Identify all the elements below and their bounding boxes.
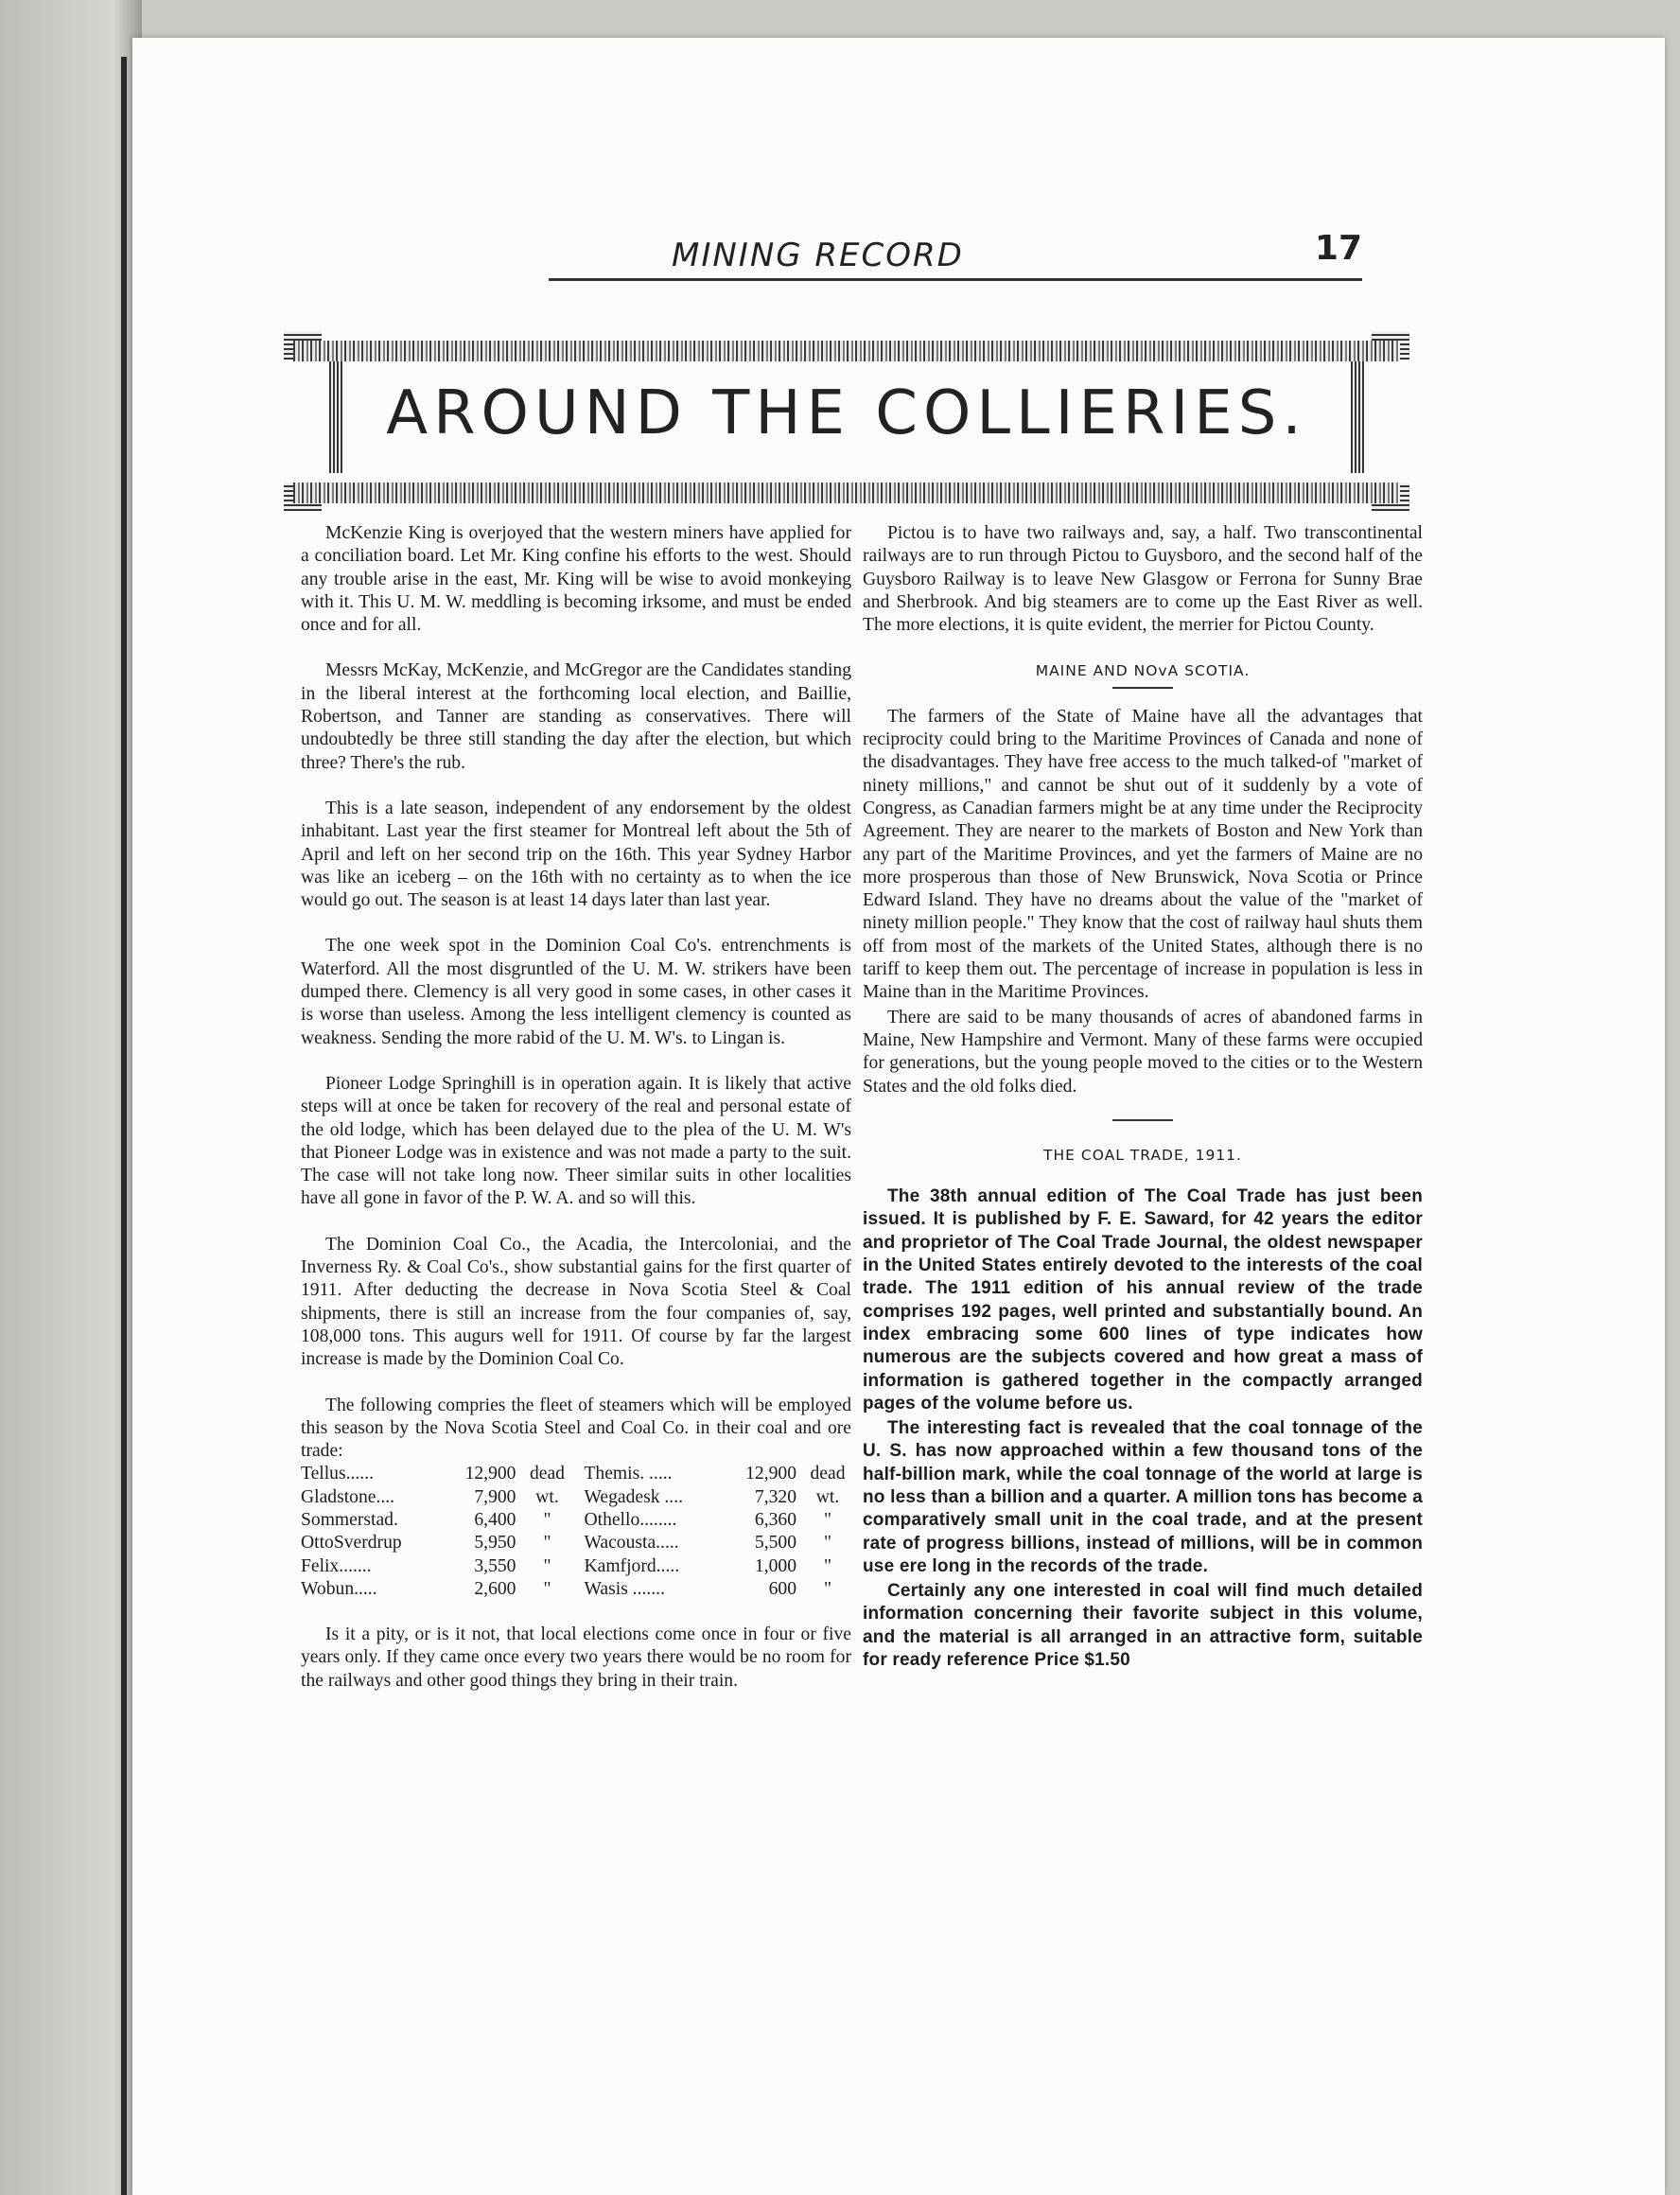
ornament-bar-bottom [293, 483, 1400, 503]
ship-unit: " [824, 1578, 831, 1599]
ship-tonnage: 3,550 [474, 1555, 516, 1576]
paragraph: The following compries the fleet of steamers which will be employed this season by the Nova Scotia Steel and Coal Co. in their coal and ore trade: [301, 1395, 851, 1462]
section-rule [1112, 1119, 1173, 1121]
binding-edge [121, 57, 127, 2195]
ship-name: Wegadesk .... [584, 1486, 683, 1507]
paragraph: Certainly any one interested in coal will find much detailed information concerning their favorite subject in this volume, and the material is all arranged in an attractive form, suitable for ready reference Price $1.50 [863, 1581, 1423, 1671]
paragraph: Pioneer Lodge Springhill is in operation again. It is likely that active steps will at once be taken for recovery of the real and personal estate of the old lodge, which has been delayed due to the plea of the U. M. W's that Pioneer Lodge was in existence and was not made a party to the suit. The case will not take long now. Theer similar suits in other localities have all gone in favor of the P. W. A. and so will this. [301, 1073, 851, 1209]
table-row [301, 1486, 851, 1509]
ship-unit: wt. [535, 1486, 559, 1507]
table-row [301, 1578, 851, 1601]
ship-tonnage: 5,500 [754, 1533, 796, 1554]
ship-unit: " [824, 1533, 831, 1554]
ship-tonnage: 6,360 [754, 1509, 796, 1530]
page-number: 17 [1314, 229, 1362, 268]
ship-name: Wasis ....... [584, 1578, 665, 1599]
paragraph: Pictou is to have two railways and, say, a half. Two transcontinental railways are to run through Pictou to Guysboro, and the second half of the Guysboro Railway is to leave New Glasgow or Ferrona for Sunny Brae and Sherbrook. And big steamers are to come up the East River as well. The more elections, it is quite evident, the merrier for Pictou County. [863, 523, 1423, 636]
ship-name: Wacousta..... [584, 1533, 679, 1554]
paragraph: Is it a pity, or is it not, that local elections come once in four or five years only. If they came once every two years there would be no room for the railways and other good things they bring in their train. [301, 1624, 851, 1691]
ship-unit: " [543, 1555, 551, 1576]
ship-unit: wt. [815, 1486, 840, 1507]
ship-name: Gladstone.... [301, 1486, 395, 1507]
paragraph: The Dominion Coal Co., the Acadia, the Intercoloniai, and the Inverness Ry. & Coal Co's., show substantial gains for the first quarter of 1911. After deducting the decrease in Nova Scotia Steel & Coal shipments, there is still an increase from the four companies of, say, 108,000 tons. This augurs well for 1911. Of course by far the largest increase is made by the Dominion Coal Co. [301, 1234, 851, 1370]
banner-title: AROUND THE COLLIERIES. [386, 378, 1307, 448]
fleet-table [301, 1463, 851, 1601]
running-head [549, 229, 1362, 303]
ship-unit: dead [529, 1464, 565, 1484]
ship-name: Themis. ..... [584, 1464, 673, 1484]
ship-tonnage: 600 [768, 1578, 796, 1599]
ornament-bar-top [293, 341, 1400, 361]
table-row [301, 1555, 851, 1578]
paragraph: Messrs McKay, McKenzie, and McGregor are the Candidates standing in the liberal interest at the forthcoming local election, and Baillie, Robertson, and Tanner are standing as conservatives. There will undoubtedly be three still standing the day after the election, but which three? There's the rub. [301, 660, 851, 773]
section-heading: THE COAL TRADE, 1911. [1043, 1146, 1242, 1164]
ship-tonnage: 2,600 [474, 1578, 516, 1599]
left-column [301, 522, 851, 1693]
header-rule [549, 278, 1362, 281]
ship-tonnage: 5,950 [474, 1533, 516, 1554]
ship-unit: " [824, 1509, 831, 1530]
ship-name: Kamfjord..... [584, 1555, 680, 1576]
paragraph: The one week spot in the Dominion Coal Co's. entrenchments is Waterford. All the most disgruntled of the U. M. W. strikers have been dumped there. Clemency is all very good in some cases, in other cases it is worse than useless. Among the less intelligent clemency is counted as weakness. Sending the more rabid of the U. M. W's. to Lingan is. [301, 936, 851, 1048]
paragraph: The 38th annual edition of The Coal Trade has just been issued. It is published by F. E. Saward, for 42 years the editor and proprietor of The Coal Trade Journal, the oldest newspaper in the United States entirely devoted to the interests of the coal trade. The 1911 edition of his annual review of the trade comprises 192 pages, well printed and substantially bound. An index embracing some 600 lines of type indicates how numerous are the subjects covered and how great a mass of information is gathered together in the compactly arranged pages of the volume before us. [863, 1186, 1423, 1414]
paragraph: The interesting fact is revealed that the coal tonnage of the U. S. has now approached within a few thousand tons of the half-billion mark, while the coal tonnage of the world at large is no less than a billion and a quarter. A million tons has become a comparatively small unit in the coal trade, and at the present rate of progress billions, instead of millions, will be in common use ere long in the records of the trade. [863, 1418, 1423, 1576]
table-row [301, 1532, 851, 1554]
table-row [301, 1509, 851, 1532]
section-heading: MAINE AND NOvA SCOTIA. [1035, 662, 1251, 680]
ship-tonnage: 6,400 [474, 1509, 516, 1530]
ship-tonnage: 7,320 [754, 1486, 796, 1507]
table-row [301, 1463, 851, 1485]
paragraph: There are said to be many thousands of acres of abandoned farms in Maine, New Hampshire and Vermont. Many of these farms were occupied for generations, but the young people moved to the cities or to the Western States and the old folks died. [863, 1007, 1423, 1097]
ship-tonnage: 12,900 [464, 1464, 516, 1484]
ship-name: OttoSverdrup [301, 1533, 402, 1554]
paragraph: McKenzie King is overjoyed that the western miners have applied for a conciliation board. Let Mr. King confine his efforts to the west. Should any trouble arise in the east, Mr. King will be wise to avoid monkeying with it. This U. M. W. meddling is becoming irksome, and must be ended once and for all. [301, 523, 851, 636]
ship-name: Othello........ [584, 1509, 677, 1530]
ship-tonnage: 1,000 [754, 1555, 796, 1576]
ship-unit: " [543, 1533, 551, 1554]
ship-unit: " [543, 1578, 551, 1599]
ship-name: Tellus...... [301, 1464, 374, 1484]
paragraph: This is a late season, independent of any endorsement by the oldest inhabitant. Last year the first steamer for Montreal left about the 5th of April and left on her second trip on the 16th. This year Sydney Harbor was like an iceberg – on the 16th with no certainty as to when the ice would go out. The season is at least 14 days later than last year. [301, 798, 851, 911]
ship-name: Felix....... [301, 1555, 372, 1576]
ship-unit: dead [810, 1464, 846, 1484]
ship-unit: " [824, 1555, 831, 1576]
ship-tonnage: 12,900 [745, 1464, 796, 1484]
paragraph: The farmers of the State of Maine have all the advantages that reciprocity could bring to the Maritime Provinces of Canada and none of the disadvantages. They have free access to the much talked-of "market of ninety millions," and cannot be shut out of it suddenly by a vote of Congress, as Canadian farmers might be at any time under the Reciprocity Agreement. They are nearer to the markets of Boston and New York than any part of the Maritime Provinces, and yet the farmers of Maine are no more prosperous than those of New Brunswick, Nova Scotia or Prince Edward Island. They have no dreams about the value of the "market of ninety million people." They know that the cost of railway haul shuts them off from most of the markets of the United States, although there is no tariff to keep them out. The percentage of increase in population is less in Maine than in the Maritime Provinces. [863, 706, 1423, 1003]
section-banner [284, 331, 1409, 511]
ship-name: Wobun..... [301, 1578, 377, 1599]
ship-tonnage: 7,900 [474, 1486, 516, 1507]
publication-title: MINING RECORD [672, 237, 964, 274]
ship-unit: " [543, 1509, 551, 1530]
ship-name: Sommerstad. [301, 1509, 398, 1530]
section-rule [1112, 687, 1173, 689]
right-column [863, 522, 1423, 1672]
